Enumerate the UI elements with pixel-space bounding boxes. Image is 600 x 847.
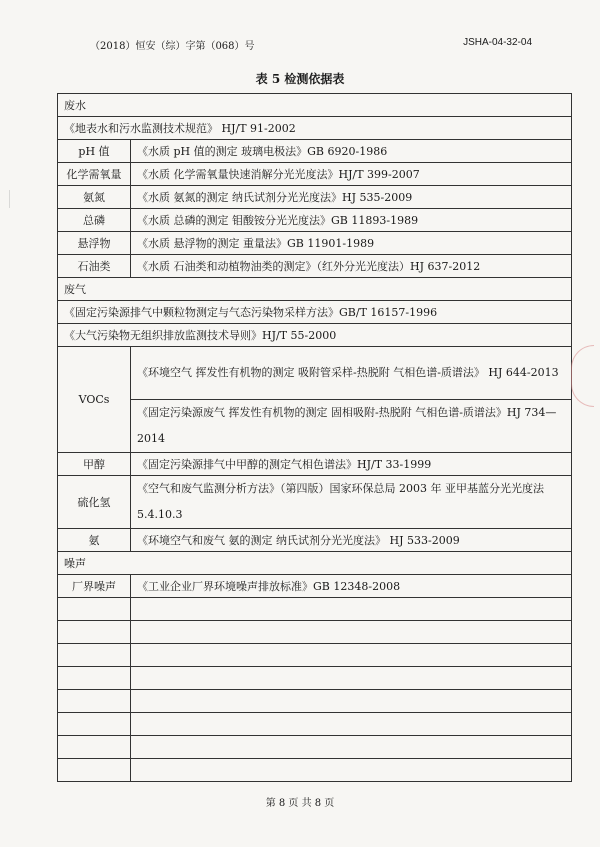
table-row xyxy=(58,140,572,163)
item-name: pH 值 xyxy=(58,140,131,163)
method-text: 《水质 悬浮物的测定 重量法》GB 11901-1989 xyxy=(131,232,572,255)
item-name: 氨氮 xyxy=(58,186,131,209)
method-text: 《环境空气 挥发性有机物的测定 吸附管采样-热脱附 气相色谱-质谱法》 HJ 644-2013 xyxy=(131,347,572,400)
table-row xyxy=(58,186,572,209)
waste-gas-general-method-2: 《大气污染物无组织排放监测技术导则》HJ/T 55-2000 xyxy=(58,324,572,347)
table-row xyxy=(58,209,572,232)
section-wastewater: 废水 xyxy=(58,94,572,117)
waste-gas-general-method-1: 《固定污染源排气中颗粒物测定与气态污染物采样方法》GB/T 16157-1996 xyxy=(58,301,572,324)
empty-row xyxy=(58,736,572,759)
method-text: 《固定污染源排气中甲醇的测定气相色谱法》HJ/T 33-1999 xyxy=(131,453,572,476)
table-row xyxy=(58,529,572,552)
margin-mark xyxy=(9,190,16,208)
item-name: 化学需氧量 xyxy=(58,163,131,186)
method-text: 《水质 总磷的测定 钼酸铵分光光度法》GB 11893-1989 xyxy=(131,209,572,232)
empty-row xyxy=(58,598,572,621)
method-text: 《工业企业厂界环境噪声排放标准》GB 12348-2008 xyxy=(131,575,572,598)
section-noise: 噪声 xyxy=(58,552,572,575)
method-text: 《水质 pH 值的测定 玻璃电极法》GB 6920-1986 xyxy=(131,140,572,163)
item-name: 氨 xyxy=(58,529,131,552)
empty-row xyxy=(58,690,572,713)
method-text: 《水质 石油类和动植物油类的测定》（红外分光光度法）HJ 637-2012 xyxy=(131,255,572,278)
item-name: VOCs xyxy=(58,347,131,453)
report-number: （2018）恒安（综）字第（068）号 xyxy=(90,41,255,52)
item-name: 甲醇 xyxy=(58,453,131,476)
detection-basis-table xyxy=(57,93,572,782)
table-row xyxy=(58,163,572,186)
section-waste-gas: 废气 xyxy=(58,278,572,301)
method-text: 《固定污染源废气 挥发性有机物的测定 固相吸附-热脱附 气相色谱-质谱法》HJ 734—2014 xyxy=(131,400,572,453)
item-name: 悬浮物 xyxy=(58,232,131,255)
empty-row xyxy=(58,713,572,736)
wastewater-general-method: 《地表水和污水监测技术规范》 HJ/T 91-2002 xyxy=(58,117,572,140)
table-row xyxy=(58,453,572,476)
seal-stamp xyxy=(571,345,594,407)
method-text: 《水质 氨氮的测定 纳氏试剂分光光度法》HJ 535-2009 xyxy=(131,186,572,209)
empty-row xyxy=(58,621,572,644)
empty-row xyxy=(58,667,572,690)
table-title: 表 5 检测依据表 xyxy=(255,72,345,86)
empty-row xyxy=(58,759,572,782)
method-text: 《水质 化学需氧量快速消解分光光度法》HJ/T 399-2007 xyxy=(131,163,572,186)
item-name: 总磷 xyxy=(58,209,131,232)
method-text: 《空气和废气监测分析方法》（第四版）国家环保总局 2003 年 亚甲基蓝分光光度法 5.4.10.3 xyxy=(131,476,572,529)
empty-row xyxy=(58,644,572,667)
item-name: 厂界噪声 xyxy=(58,575,131,598)
item-name: 石油类 xyxy=(58,255,131,278)
form-code: JSHA-04-32-04 xyxy=(463,37,532,48)
table-row xyxy=(58,476,572,529)
table-row xyxy=(58,232,572,255)
method-text: 《环境空气和废气 氨的测定 纳氏试剂分光光度法》 HJ 533-2009 xyxy=(131,529,572,552)
item-name: 硫化氢 xyxy=(58,476,131,529)
table-row xyxy=(58,575,572,598)
table-row xyxy=(58,400,572,453)
page-number: 第 8 页 共 8 页 xyxy=(265,798,335,809)
table-row xyxy=(58,255,572,278)
table-row xyxy=(58,347,572,400)
